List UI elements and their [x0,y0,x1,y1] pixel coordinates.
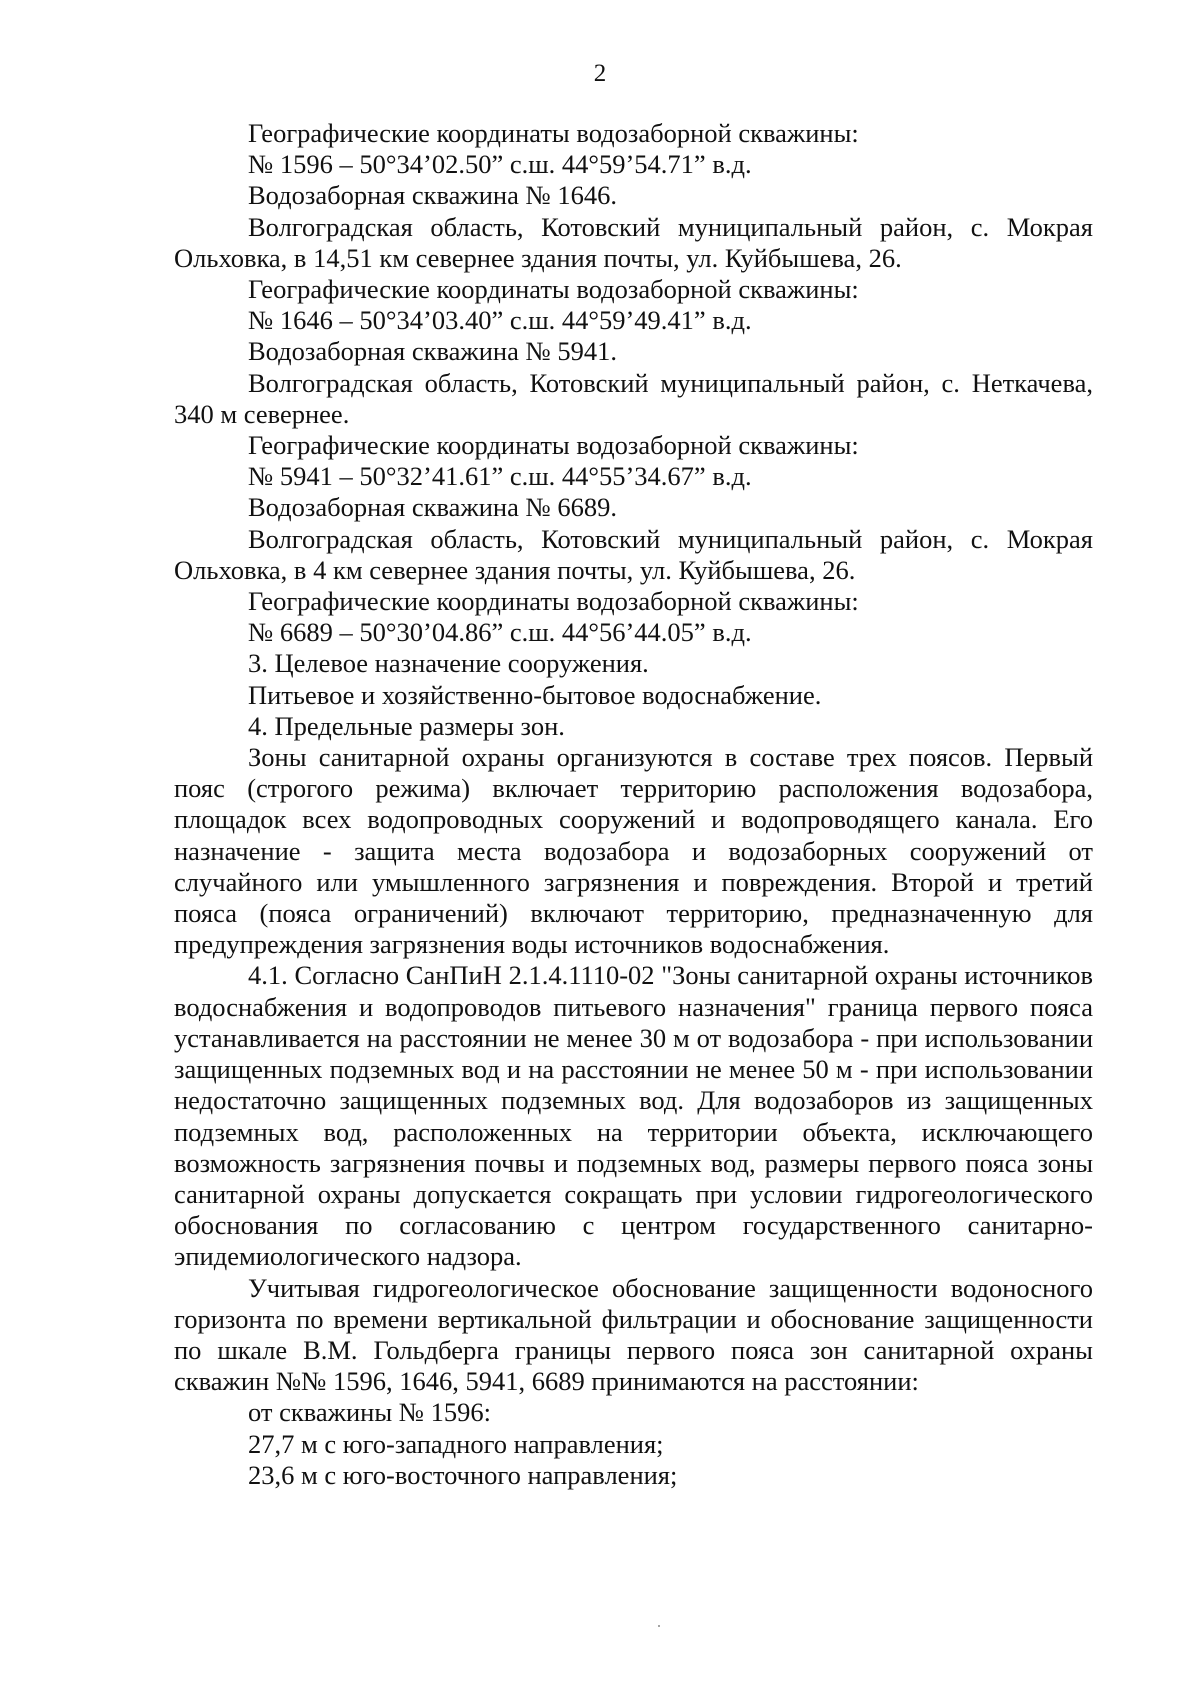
document-body [174,118,1093,1491]
paragraph: Географические координаты водозаборной скважины: [248,430,859,461]
paragraph: Питьевое и хозяйственно-бытовое водоснабжение. [248,679,822,710]
page-number: 2 [593,60,607,87]
paragraph: № 6689 – 50°30’04.86” с.ш. 44°56’44.05” в.д. [248,617,752,648]
paragraph: Водозаборная скважина № 6689. [248,492,618,523]
scan-speck [658,1625,660,1627]
list-item: 23,6 м с юго-восточного направления; [248,1459,678,1490]
paragraph: Волгоградская область, Котовский муниципальный район, с. Мокрая Ольховка, в 4 км севернее здания почты, ул. Куйбышева, 26. [174,523,1093,585]
list-item: 27,7 м с юго-западного направления; [248,1428,664,1459]
paragraph: 4.1. Согласно СанПиН 2.1.4.1110-02 "Зоны санитарной охраны источников водоснабжения и водопроводов питьевого назначения" граница первого пояса устанавливается на расстоянии не менее 30 м от водозабора - при использовании защищенных подземных вод и на расстоянии не менее 50 м - при использовании недостаточно защищенных подземных вод. Для водозаборов из защищенных подземных вод, расположенных на территории объекта, исключающего возможность загрязнения почвы и подземных вод, размеры первого пояса зоны санитарной охраны допускается сокращать при условии гидрогеологического обоснования по согласованию с центром государственного санитарно-эпидемиологического надзора. [174,960,1093,1272]
paragraph: Волгоградская область, Котовский муниципальный район, с. Мокрая Ольховка, в 14,51 км севернее здания почты, ул. Куйбышева, 26. [174,211,1093,273]
paragraph: Волгоградская область, Котовский муниципальный район, с. Неткачева, 340 м севернее. [174,367,1093,429]
paragraph: Географические координаты водозаборной скважины: [248,586,859,617]
paragraph: Географические координаты водозаборной скважины: [248,118,859,148]
section-heading: 4. Предельные размеры зон. [248,710,565,741]
paragraph: № 1596 – 50°34’02.50” с.ш. 44°59’54.71” в.д. [248,149,752,180]
paragraph: Зоны санитарной охраны организуются в составе трех поясов. Первый пояс (строгого режима) включает территорию расположения водозабора, площадок всех водопроводных сооружений и водопроводящего канала. Его назначение - защита места водозабора и водозаборных сооружений от случайного или умышленного загрязнения и повреждения. Второй и третий пояса (пояса ограничений) включают территорию, предназначенную для предупреждения загрязнения воды источников водоснабжения. [174,742,1093,960]
paragraph: Географические координаты водозаборной скважины: [248,274,859,305]
section-heading: 3. Целевое назначение сооружения. [248,648,649,679]
paragraph: № 5941 – 50°32’41.61” с.ш. 44°55’34.67” в.д. [248,461,752,492]
paragraph: Водозаборная скважина № 5941. [248,336,618,367]
paragraph: Водозаборная скважина № 1646. [248,180,618,211]
paragraph: № 1646 – 50°34’03.40” с.ш. 44°59’49.41” в.д. [248,305,752,336]
paragraph: Учитывая гидрогеологическое обоснование защищенности водоносного горизонта по времени вертикальной фильтрации и обоснование защищенности по шкале В.М. Гольдберга границы первого пояса зон санитарной охраны скважин №№ 1596, 1646, 5941, 6689 принимаются на расстоянии: [174,1272,1093,1397]
paragraph: от скважины № 1596: [248,1397,492,1428]
